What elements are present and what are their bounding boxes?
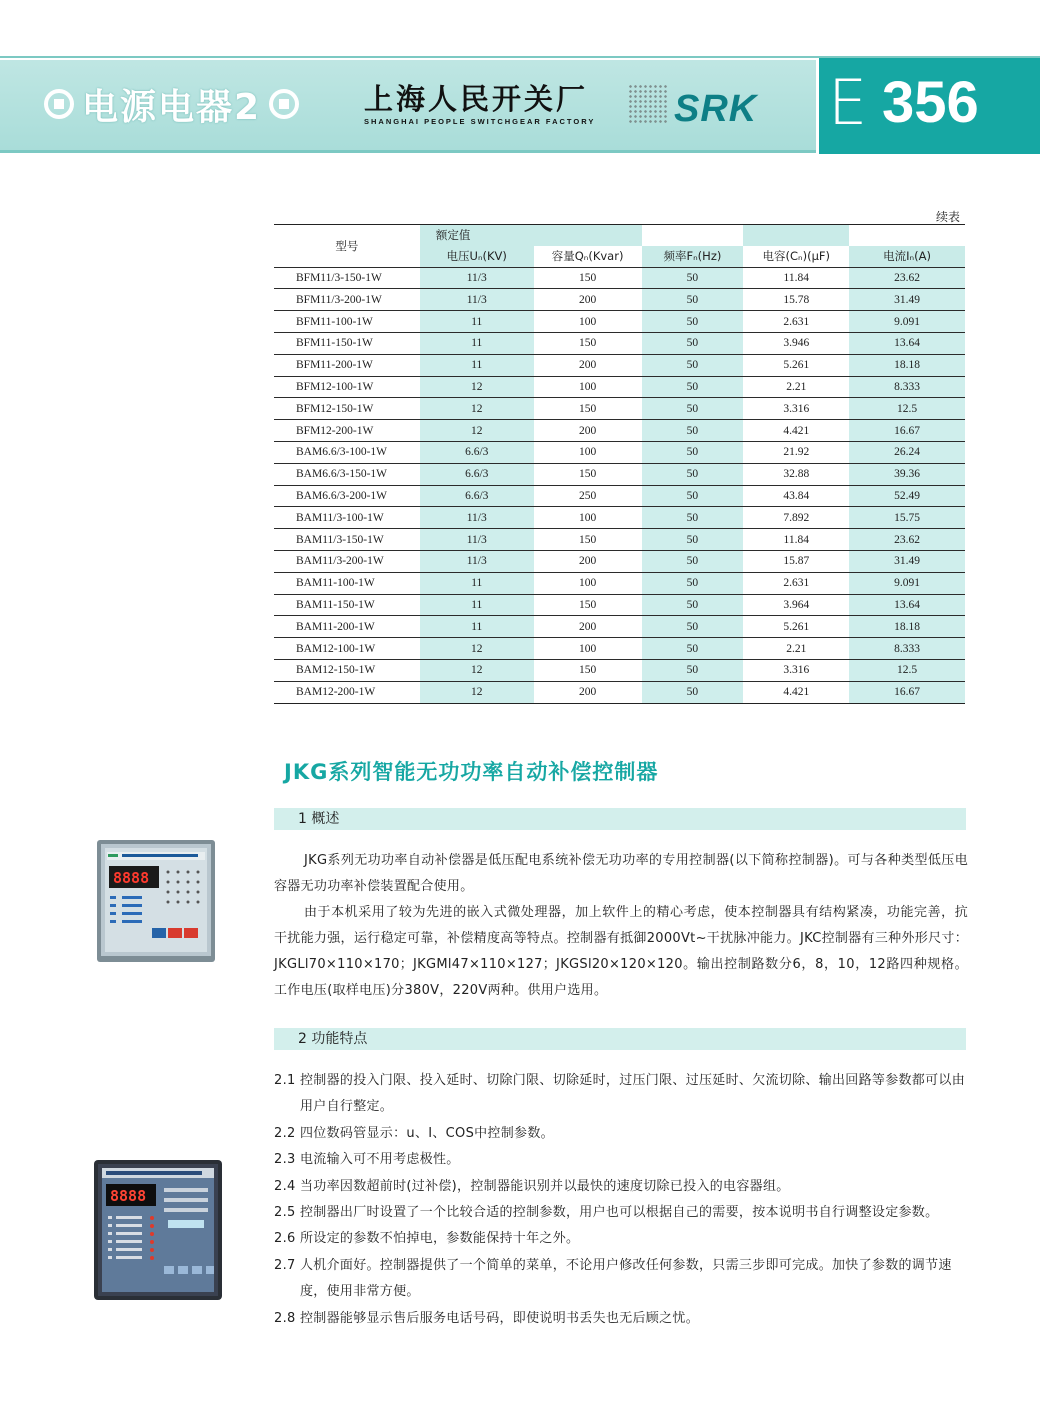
cell-current: 13.64 (849, 594, 965, 616)
cell-model: BFM12-200-1W (274, 420, 420, 442)
cell-capacity: 100 (534, 638, 642, 660)
table-row (274, 594, 965, 616)
continued-label: 续表 (936, 210, 961, 224)
factory-name-cn: 上海人民开关厂 (364, 82, 589, 116)
cell-model: BAM11-100-1W (274, 572, 420, 594)
cell-frequency: 50 (642, 398, 744, 420)
cell-voltage: 11 (420, 572, 534, 594)
cell-capacitance: 32.88 (743, 463, 849, 485)
cell-frequency: 50 (642, 332, 744, 354)
controller-photo-2 (90, 1154, 226, 1304)
overview-paragraph: 由于本机采用了较为先进的嵌入式微处理器，加上软件上的精心考虑，使本控制器具有结构紧凑，功能完善，抗干扰能力强，运行稳定可靠，补偿精度高等特点。控制器有抵御2000Vt~干扰脉冲能力。JKC控制器有三种外形尺寸：JKGLl70×110×170；JKGMl47×110×127；JKGSl20×120×120。输出控制路数分6，8，10，12路四种规格。工作电压(取样电压)分380V，220V两种。供用户选用。 (274, 905, 968, 998)
cell-frequency: 50 (642, 681, 744, 703)
cell-current: 39.36 (849, 463, 965, 485)
cell-voltage: 11 (420, 594, 534, 616)
header-capacity: 容量Qₙ(Kvar) (534, 246, 642, 267)
feature-item (274, 1306, 968, 1332)
section-letter: E (828, 66, 868, 139)
cell-frequency: 50 (642, 507, 744, 529)
feature-item (274, 1253, 968, 1306)
header-model: 型号 (274, 225, 420, 268)
cell-voltage: 12 (420, 638, 534, 660)
cell-capacity: 200 (534, 550, 642, 572)
cell-capacitance: 15.87 (743, 550, 849, 572)
controller-photo-1 (96, 836, 218, 964)
cell-current: 16.67 (849, 681, 965, 703)
device-display: 8888 (113, 869, 150, 887)
cell-model: BFM11-150-1W (274, 332, 420, 354)
cell-model: BFM12-150-1W (274, 398, 420, 420)
cell-capacity: 150 (534, 267, 642, 289)
overview-heading: 1 概述 (274, 808, 966, 830)
cell-current: 18.18 (849, 354, 965, 376)
feature-text: 四位数码管显示：u、I、COS中控制参数。 (300, 1125, 554, 1141)
cell-capacity: 150 (534, 594, 642, 616)
overview-text (274, 848, 968, 1004)
feature-text: 控制器出厂时设置了一个比较合适的控制参数，用户也可以根据自己的需要，按本说明书自行调整设定参数。 (300, 1205, 939, 1221)
bullet-circle-icon (269, 89, 299, 119)
page-number: 356 (882, 70, 979, 135)
cell-model: BFM11/3-150-1W (274, 267, 420, 289)
bullet-circle-icon (44, 89, 74, 119)
cell-capacitance: 2.631 (743, 311, 849, 333)
cell-capacitance: 15.78 (743, 289, 849, 311)
cell-capacitance: 2.21 (743, 638, 849, 660)
header-separator (816, 58, 819, 154)
table-row (274, 550, 965, 572)
cell-model: BFM11-100-1W (274, 311, 420, 333)
dot-pattern-icon (628, 84, 668, 124)
cell-capacitance: 2.21 (743, 376, 849, 398)
feature-text: 电流输入可不用考虑极性。 (300, 1152, 460, 1168)
cell-voltage: 6.6/3 (420, 441, 534, 463)
cell-capacity: 150 (534, 332, 642, 354)
cell-capacity: 150 (534, 659, 642, 681)
feature-item (274, 1068, 968, 1121)
header-capacitance: 电容(Cₙ)(μF) (743, 246, 849, 267)
feature-item (274, 1174, 968, 1200)
features-heading: 2 功能特点 (274, 1028, 966, 1050)
page-tab (818, 58, 1040, 154)
cell-capacity: 150 (534, 529, 642, 551)
cell-voltage: 12 (420, 681, 534, 703)
section-title: JKG系列智能无功功率自动补偿控制器 (284, 760, 659, 784)
table-row (274, 398, 965, 420)
cell-capacitance: 21.92 (743, 441, 849, 463)
cell-capacity: 100 (534, 376, 642, 398)
cell-capacity: 100 (534, 572, 642, 594)
cell-model: BAM11-150-1W (274, 594, 420, 616)
cell-current: 12.5 (849, 659, 965, 681)
cell-capacitance: 43.84 (743, 485, 849, 507)
feature-number: 2.1 (274, 1073, 296, 1088)
cell-frequency: 50 (642, 311, 744, 333)
cell-capacity: 100 (534, 441, 642, 463)
cell-voltage: 12 (420, 398, 534, 420)
cell-current: 12.5 (849, 398, 965, 420)
factory-name-en: SHANGHAI PEOPLE SWITCHGEAR FACTORY (364, 117, 596, 126)
header-rated: 额定值 (420, 225, 534, 246)
cell-frequency: 50 (642, 376, 744, 398)
feature-number: 2.7 (274, 1257, 296, 1273)
cell-current: 16.67 (849, 420, 965, 442)
cell-current: 9.091 (849, 572, 965, 594)
table-row (274, 354, 965, 376)
header-current: 电流Iₙ(A) (849, 246, 965, 267)
overview-paragraph: JKG系列无功功率自动补偿器是低压配电系统补偿无功功率的专用控制器(以下简称控制器)。可与各种类型低压电容器无功功率补偿装置配合使用。 (274, 853, 968, 894)
cell-frequency: 50 (642, 463, 744, 485)
cell-current: 8.333 (849, 638, 965, 660)
cell-frequency: 50 (642, 550, 744, 572)
cell-voltage: 11/3 (420, 529, 534, 551)
feature-number: 2.4 (274, 1178, 296, 1194)
cell-current: 52.49 (849, 485, 965, 507)
cell-capacity: 100 (534, 507, 642, 529)
cell-capacitance: 2.631 (743, 572, 849, 594)
feature-number: 2.2 (274, 1125, 296, 1141)
cell-voltage: 11 (420, 616, 534, 638)
header-voltage: 电压Uₙ(KV) (420, 246, 534, 267)
brand-logo: SRK (674, 88, 758, 130)
cell-current: 9.091 (849, 311, 965, 333)
feature-item (274, 1226, 968, 1252)
cell-frequency: 50 (642, 267, 744, 289)
cell-current: 8.333 (849, 376, 965, 398)
table-row (274, 681, 965, 703)
table-row (274, 441, 965, 463)
cell-model: BAM12-200-1W (274, 681, 420, 703)
cell-voltage: 6.6/3 (420, 485, 534, 507)
cell-voltage: 6.6/3 (420, 463, 534, 485)
cell-frequency: 50 (642, 594, 744, 616)
cell-capacitance: 5.261 (743, 354, 849, 376)
cell-current: 23.62 (849, 529, 965, 551)
feature-item (274, 1121, 968, 1147)
cell-model: BAM6.6/3-100-1W (274, 441, 420, 463)
header-frequency: 频率Fₙ(Hz) (642, 246, 744, 267)
cell-capacitance: 11.84 (743, 267, 849, 289)
cell-model: BAM11/3-100-1W (274, 507, 420, 529)
cell-capacitance: 3.316 (743, 659, 849, 681)
cell-capacity: 200 (534, 681, 642, 703)
table-row (274, 507, 965, 529)
cell-frequency: 50 (642, 616, 744, 638)
feature-item (274, 1200, 968, 1226)
table-row (274, 332, 965, 354)
cell-voltage: 11 (420, 311, 534, 333)
cell-capacity: 150 (534, 463, 642, 485)
cell-capacitance: 3.316 (743, 398, 849, 420)
cell-current: 26.24 (849, 441, 965, 463)
cell-current: 23.62 (849, 267, 965, 289)
feature-number: 2.3 (274, 1152, 296, 1168)
feature-item (274, 1147, 968, 1173)
cell-model: BAM6.6/3-200-1W (274, 485, 420, 507)
table-row (274, 529, 965, 551)
feature-text: 所设定的参数不怕掉电，参数能保持十年之外。 (300, 1231, 580, 1247)
cell-model: BAM12-100-1W (274, 638, 420, 660)
cell-capacitance: 7.892 (743, 507, 849, 529)
cell-current: 31.49 (849, 289, 965, 311)
table-row (274, 485, 965, 507)
table-row (274, 420, 965, 442)
category-label: 电源电器2 (82, 86, 262, 128)
cell-frequency: 50 (642, 659, 744, 681)
cell-capacitance: 3.946 (743, 332, 849, 354)
cell-current: 13.64 (849, 332, 965, 354)
cell-model: BFM11/3-200-1W (274, 289, 420, 311)
cell-model: BFM11-200-1W (274, 354, 420, 376)
cell-capacity: 200 (534, 289, 642, 311)
feature-number: 2.5 (274, 1205, 296, 1221)
cell-model: BAM6.6/3-150-1W (274, 463, 420, 485)
cell-capacity: 200 (534, 420, 642, 442)
cell-current: 18.18 (849, 616, 965, 638)
cell-voltage: 12 (420, 376, 534, 398)
cell-capacitance: 4.421 (743, 681, 849, 703)
feature-text: 人机介面好。控制器提供了一个简单的菜单，不论用户修改任何参数，只需三步即可完成。加快了参数的调节速度，使用非常方便。 (300, 1257, 952, 1300)
cell-current: 15.75 (849, 507, 965, 529)
feature-text: 当功率因数超前时(过补偿)，控制器能识别并以最快的速度切除已投入的电容器组。 (300, 1178, 790, 1194)
table-row (274, 616, 965, 638)
cell-capacitance: 4.421 (743, 420, 849, 442)
table-row (274, 638, 965, 660)
table-row (274, 572, 965, 594)
cell-voltage: 12 (420, 659, 534, 681)
cell-capacity: 200 (534, 616, 642, 638)
cell-frequency: 50 (642, 572, 744, 594)
feature-number: 2.8 (274, 1310, 296, 1326)
cell-frequency: 50 (642, 289, 744, 311)
category-title (44, 80, 299, 128)
cell-capacity: 250 (534, 485, 642, 507)
table-row (274, 289, 965, 311)
table-row (274, 659, 965, 681)
cell-voltage: 11/3 (420, 550, 534, 572)
cell-model: BAM11/3-150-1W (274, 529, 420, 551)
feature-text: 控制器能够显示售后服务电话号码，即使说明书丢失也无后顾之忧。 (300, 1310, 700, 1326)
cell-capacitance: 5.261 (743, 616, 849, 638)
cell-model: BFM12-100-1W (274, 376, 420, 398)
table-row (274, 311, 965, 333)
cell-capacity: 200 (534, 354, 642, 376)
cell-voltage: 12 (420, 420, 534, 442)
cell-model: BAM11-200-1W (274, 616, 420, 638)
cell-frequency: 50 (642, 441, 744, 463)
cell-capacitance: 11.84 (743, 529, 849, 551)
table-row (274, 376, 965, 398)
cell-frequency: 50 (642, 420, 744, 442)
features-list (274, 1068, 968, 1332)
table-row (274, 267, 965, 289)
cell-voltage: 11/3 (420, 267, 534, 289)
cell-capacitance: 3.964 (743, 594, 849, 616)
cell-voltage: 11 (420, 354, 534, 376)
cell-model: BAM11/3-200-1W (274, 550, 420, 572)
cell-voltage: 11 (420, 332, 534, 354)
cell-capacity: 150 (534, 398, 642, 420)
cell-frequency: 50 (642, 485, 744, 507)
cell-model: BAM12-150-1W (274, 659, 420, 681)
table-row (274, 463, 965, 485)
cell-voltage: 11/3 (420, 507, 534, 529)
cell-capacity: 100 (534, 311, 642, 333)
cell-current: 31.49 (849, 550, 965, 572)
cell-voltage: 11/3 (420, 289, 534, 311)
device-display: 8888 (110, 1187, 147, 1205)
factory-logo (364, 82, 604, 126)
cell-frequency: 50 (642, 529, 744, 551)
feature-text: 控制器的投入门限、投入延时、切除门限、切除延时，过压门限、过压延时、欠流切除、输出回路等参数都可以由用户自行整定。 (300, 1073, 966, 1115)
feature-number: 2.6 (274, 1231, 296, 1247)
cell-frequency: 50 (642, 638, 744, 660)
cell-frequency: 50 (642, 354, 744, 376)
spec-table (274, 224, 965, 704)
